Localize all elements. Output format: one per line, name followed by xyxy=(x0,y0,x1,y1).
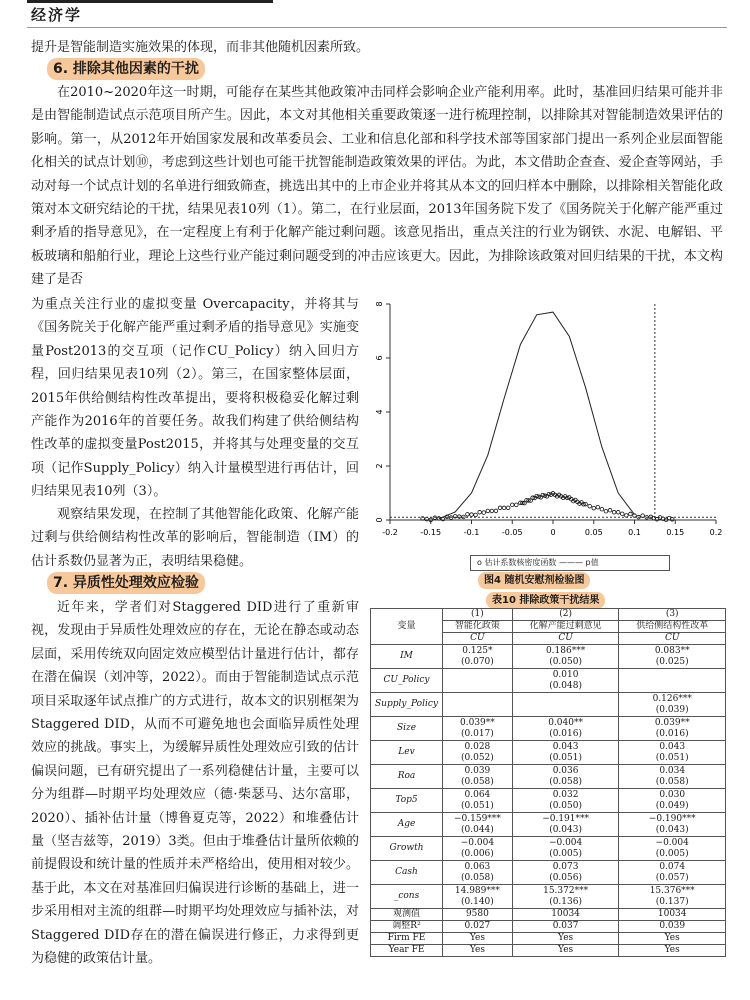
stats-row xyxy=(371,909,726,921)
x-tick-label: -0.15 xyxy=(420,528,442,537)
paragraph-intro: 提升是智能制造实施效果的体现，而非其他随机因素所致。 xyxy=(31,40,370,55)
kde-line xyxy=(439,312,635,519)
table-row xyxy=(371,861,726,885)
row-variable: Cash xyxy=(371,861,443,885)
se-value: (0.058) xyxy=(461,872,494,883)
stats-row xyxy=(371,945,726,957)
stats-row xyxy=(371,933,726,945)
coef-value: 0.036 xyxy=(552,765,579,776)
coef-value: 15.372*** xyxy=(543,885,589,896)
y-tick-label: 6 xyxy=(375,355,384,361)
se-value: (0.039) xyxy=(655,704,689,715)
se-value: (0.025) xyxy=(655,656,689,667)
coef-value: 0.010 xyxy=(552,669,579,680)
pvalue-point xyxy=(502,506,506,510)
table-row xyxy=(371,645,726,669)
pvalue-point xyxy=(470,513,474,517)
paragraph-6b: 为重点关注行业的虚拟变量 Overcapacity，并将其与《国务院关于化解产能严重过剩矛盾的指导意见》实施变量Post2013的交互项（记作CU_Policy）纳入回归方程，回归结果见表10列（2）。第三，在国家整体层面，2015年供给侧结构性改革提出，要将积极稳妥化解过剩产能作为2016年的首要任务。故我们构建了供给侧结构性改革的虚拟变量Post2015，并将其与处理变量的交互项（记作Supply_Policy）纳入计量模型进行再估计，回归结果见表10列（3）。 xyxy=(31,297,359,500)
row-cell xyxy=(443,717,513,741)
section-6-heading: 6. 排除其他因素的干扰 xyxy=(47,58,205,80)
stats-row xyxy=(371,921,726,933)
table-caption: 表10 排除政策干扰结果 xyxy=(486,592,605,609)
paragraph-7: 近年来，学者们对Staggered DID进行了重新审视，发现由于异质性处理效应的存在，无论在静态或动态层面，采用传统双向固定效应模型估计量进行估计，都存在潜在偏误（刘冲等，2022）。而由于智能制造试点示范项目采取逐年试点推广的方式进行，故本文的识别框架为Staggered DID，从而不可避免地也会面临异质性处理效应的挑战。事实上，为缓解异质性处理效应引致的估计偏误问题，已有研究提出了一系列稳健估计量，主要可以分为组群—时期平均处理效应（德·柴瑟马、达尔富耶，2020）、插补估计量（博鲁夏克等，2022）和堆叠估计量（坚吉兹等，2019）3类。但由于堆叠估计量所依赖的前提假设和统计量的性质并未严格给出，使用相对较少。基于此，本文在对基准回归偏误进行诊断的基础上，进一步采用相对主流的组群—时期平均处理效应与插补法，对Staggered DID存在的潜在偏误进行修正，力求得到更为稳健的政策估计量。 xyxy=(31,600,359,967)
table-row xyxy=(371,765,726,789)
coef-value: 0.032 xyxy=(552,789,579,800)
table-row xyxy=(371,813,726,837)
stats-cell: 0.037 xyxy=(512,921,619,933)
row-cell xyxy=(512,693,619,717)
stats-cell: 0.027 xyxy=(443,921,513,933)
table-row xyxy=(371,669,726,693)
row-cell xyxy=(443,741,513,765)
row-cell xyxy=(443,693,513,717)
row-cell xyxy=(619,717,726,741)
legend-kde: 估计系数核密度函数 xyxy=(484,558,557,567)
table-row xyxy=(371,837,726,861)
coef-value: 14.989*** xyxy=(454,885,500,896)
stats-cell: Yes xyxy=(619,945,726,957)
row-cell xyxy=(619,741,726,765)
row-cell xyxy=(443,837,513,861)
coef-value: 0.030 xyxy=(659,789,686,800)
se-value: (0.050) xyxy=(549,800,582,811)
row-cell xyxy=(512,789,619,813)
coef-value: −0.159*** xyxy=(453,813,501,824)
pvalue-point xyxy=(466,512,470,516)
row-cell xyxy=(619,789,726,813)
se-value: (0.016) xyxy=(655,728,689,739)
coef-value: 0.073 xyxy=(552,861,579,872)
pvalue-point xyxy=(620,512,624,516)
legend-marker-kde: o xyxy=(477,558,485,567)
x-tick-label: -0.05 xyxy=(501,528,523,537)
row-cell xyxy=(512,765,619,789)
col-num: (3) xyxy=(619,609,726,621)
header-rule xyxy=(27,0,273,3)
stats-cell: Yes xyxy=(443,933,513,945)
se-value: (0.052) xyxy=(461,752,494,763)
coef-value: 0.064 xyxy=(464,789,491,800)
pvalue-point xyxy=(506,506,510,510)
stats-label: 观测值 xyxy=(371,909,443,921)
row-variable: Lev xyxy=(371,741,443,765)
chart-legend xyxy=(470,555,670,571)
pvalue-point xyxy=(482,511,486,515)
x-tick-label: -0.1 xyxy=(463,528,480,537)
coef-value: 0.040** xyxy=(548,717,583,728)
row-cell xyxy=(443,669,513,693)
stats-cell: 0.039 xyxy=(619,921,726,933)
se-value: (0.051) xyxy=(461,800,494,811)
pvalue-point xyxy=(486,509,490,513)
row-variable: CU_Policy xyxy=(371,669,443,693)
y-tick-label: 0 xyxy=(375,517,384,523)
row-variable: IM xyxy=(371,645,443,669)
placebo-chart xyxy=(366,298,730,554)
coef-value: −0.004 xyxy=(548,837,583,848)
se-value: (0.140) xyxy=(461,896,494,907)
coef-value: 0.028 xyxy=(464,741,491,752)
var-header: 变量 xyxy=(371,609,443,645)
row-variable: Roa xyxy=(371,765,443,789)
pvalue-point xyxy=(510,503,514,507)
row-cell xyxy=(443,861,513,885)
row-cell xyxy=(443,813,513,837)
table-row xyxy=(371,741,726,765)
stats-label: 调整R² xyxy=(371,921,443,933)
row-cell xyxy=(443,885,513,909)
pvalue-point xyxy=(625,514,629,518)
row-variable: Top5 xyxy=(371,789,443,813)
row-variable: Growth xyxy=(371,837,443,861)
se-value: (0.058) xyxy=(549,776,582,787)
x-tick-label: -0.2 xyxy=(382,528,398,537)
stats-cell: Yes xyxy=(512,933,619,945)
coef-value: 0.039 xyxy=(464,765,491,776)
coef-value: −0.004 xyxy=(655,837,689,848)
row-cell xyxy=(512,645,619,669)
pvalue-point xyxy=(498,506,502,510)
coef-value: 0.063 xyxy=(464,861,491,872)
row-cell xyxy=(619,813,726,837)
coef-value: 0.034 xyxy=(659,765,686,776)
row-cell xyxy=(619,837,726,861)
se-value: (0.136) xyxy=(549,896,582,907)
stats-cell: 10034 xyxy=(619,909,726,921)
se-value: (0.058) xyxy=(655,776,689,787)
se-value: (0.005) xyxy=(655,848,689,859)
row-cell xyxy=(619,669,726,693)
x-tick-label: 0.15 xyxy=(666,528,685,537)
stats-cell: 9580 xyxy=(443,909,513,921)
row-cell xyxy=(619,645,726,669)
dep-var: CU xyxy=(512,633,619,645)
paragraph-6c: 观察结果发现，在控制了其他智能化政策、化解产能过剩与供给侧结构性改革的影响后，智能制造（IM）的估计系数仍显著为正，表明结果稳健。 xyxy=(31,507,359,569)
stats-label: Firm FE xyxy=(371,933,443,945)
y-tick-label: 8 xyxy=(375,301,384,307)
stats-cell: Yes xyxy=(443,945,513,957)
se-value: (0.137) xyxy=(655,896,689,907)
pvalue-point xyxy=(604,509,608,513)
col-name: 智能化政策 xyxy=(443,621,513,633)
se-value: (0.043) xyxy=(655,824,689,835)
coef-value: 15.376*** xyxy=(649,885,695,896)
table-row xyxy=(371,717,726,741)
coef-value: 0.039** xyxy=(654,717,690,728)
se-value: (0.016) xyxy=(549,728,582,739)
stats-cell: 10034 xyxy=(512,909,619,921)
se-value: (0.048) xyxy=(549,680,582,691)
row-cell xyxy=(512,741,619,765)
pvalue-point xyxy=(478,510,482,514)
se-value: (0.005) xyxy=(549,848,582,859)
dep-var: CU xyxy=(443,633,513,645)
coef-value: 0.083** xyxy=(654,645,690,656)
pvalue-point xyxy=(515,503,519,507)
legend-marker-line: ——— xyxy=(558,558,586,567)
pvalue-point xyxy=(490,509,494,513)
pvalue-point xyxy=(588,504,592,508)
stats-cell: Yes xyxy=(619,933,726,945)
table-header-nums xyxy=(371,609,726,621)
coef-value: 0.074 xyxy=(659,861,686,872)
row-cell xyxy=(619,861,726,885)
pvalue-point xyxy=(612,510,616,514)
coef-value: −0.190*** xyxy=(648,813,696,824)
pvalue-point xyxy=(474,513,478,517)
row-cell xyxy=(619,885,726,909)
col-name: 供给侧结构性改革 xyxy=(619,621,726,633)
header-divider xyxy=(27,27,727,28)
x-tick-label: 0.05 xyxy=(584,528,603,537)
paragraph-6a: 在2010~2020年这一时期，可能存在某些其他政策冲击同样会影响企业产能利用率。此时，基准回归结果可能并非是由智能制造试点示范项目所产生。因此，本文对其他相关重要政策逐一进行梳理控制，以排除其对智能制造效果评估的影响。第一，从2012年开始国家发展和改革委员会、工业和信息化部和科学技术部等国家部门提出一系列企业层面智能化相关的试点计划⑩，考虑到这些计划也可能干扰智能制造政策效果的评估。为此，本文借助企查查、爱企查等网站，手动对每一个试点计划的名单进行细致筛查，挑选出其中的上市企业并将其从本文的回归样本中删除，以排除相关智能化政策对本文研究结论的干扰，结果见表10列（1）。第二，在行业层面，2013年国务院下发了《国务院关于化解产能严重过剩矛盾的指导意见》，在一定程度上有利于化解产能过剩问题。该意见指出，重点关注的行业为钢铁、水泥、电解铝、平板玻璃和船舶行业，理论上这些行业产能过剩问题受到的冲击应该更大。因此，为排除该政策对回归结果的干扰，本文构建了是否 xyxy=(31,85,723,288)
row-cell xyxy=(512,837,619,861)
section-7-heading: 7. 异质性处理效应检验 xyxy=(47,572,205,594)
legend-pvalue: p值 xyxy=(585,558,599,567)
coef-value: −0.191*** xyxy=(542,813,589,824)
se-value: (0.049) xyxy=(655,800,689,811)
se-value: (0.043) xyxy=(549,824,582,835)
coef-value: 0.126*** xyxy=(652,693,692,704)
coef-value: 0.043 xyxy=(552,741,579,752)
dep-var: CU xyxy=(619,633,726,645)
row-variable: Size xyxy=(371,717,443,741)
placebo-figure xyxy=(366,298,730,590)
row-cell xyxy=(619,693,726,717)
row-cell xyxy=(512,885,619,909)
row-variable: Supply_Policy xyxy=(371,693,443,717)
se-value: (0.044) xyxy=(461,824,494,835)
y-tick-label: 4 xyxy=(375,409,384,415)
pvalue-point xyxy=(608,508,612,512)
pvalue-point xyxy=(494,509,498,513)
se-value: (0.058) xyxy=(461,776,494,787)
x-tick-label: 0 xyxy=(550,528,556,537)
row-cell xyxy=(443,789,513,813)
pvalue-point xyxy=(596,505,600,509)
pvalue-point xyxy=(616,510,620,514)
se-value: (0.006) xyxy=(461,848,494,859)
se-value: (0.050) xyxy=(549,656,582,667)
coef-value: 0.039** xyxy=(460,717,495,728)
row-cell xyxy=(512,669,619,693)
pvalue-point xyxy=(457,515,461,519)
se-value: (0.051) xyxy=(655,752,689,763)
pvalue-point xyxy=(592,506,596,510)
pvalue-point xyxy=(600,507,604,511)
x-tick-label: 0.2 xyxy=(709,528,723,537)
coef-value: 0.043 xyxy=(659,741,686,752)
figure-caption: 图4 随机安慰剂检验图 xyxy=(478,572,590,589)
row-cell xyxy=(512,861,619,885)
row-variable: Age xyxy=(371,813,443,837)
se-value: (0.017) xyxy=(461,728,494,739)
pvalue-point xyxy=(629,512,633,516)
se-value: (0.056) xyxy=(549,872,582,883)
row-cell xyxy=(512,717,619,741)
stats-label: Year FE xyxy=(371,945,443,957)
table-row xyxy=(371,789,726,813)
y-tick-label: 2 xyxy=(375,463,384,469)
row-cell xyxy=(443,765,513,789)
table-row xyxy=(371,693,726,717)
se-value: (0.070) xyxy=(461,656,494,667)
se-value: (0.051) xyxy=(549,752,582,763)
row-cell xyxy=(443,645,513,669)
se-value: (0.057) xyxy=(655,872,689,883)
journal-name: 经济学 xyxy=(31,6,83,24)
row-variable: _cons xyxy=(371,885,443,909)
results-table xyxy=(370,608,726,957)
coef-value: 0.125* xyxy=(462,645,493,656)
col-name: 化解产能过剩意见 xyxy=(512,621,619,633)
row-cell xyxy=(619,765,726,789)
row-cell xyxy=(512,813,619,837)
stats-cell: Yes xyxy=(512,945,619,957)
coef-value: 0.186*** xyxy=(545,645,586,656)
col-num: (2) xyxy=(512,609,619,621)
x-tick-label: 0.1 xyxy=(628,528,641,537)
coef-value: −0.004 xyxy=(460,837,495,848)
col-num: (1) xyxy=(443,609,513,621)
table-row xyxy=(371,885,726,909)
